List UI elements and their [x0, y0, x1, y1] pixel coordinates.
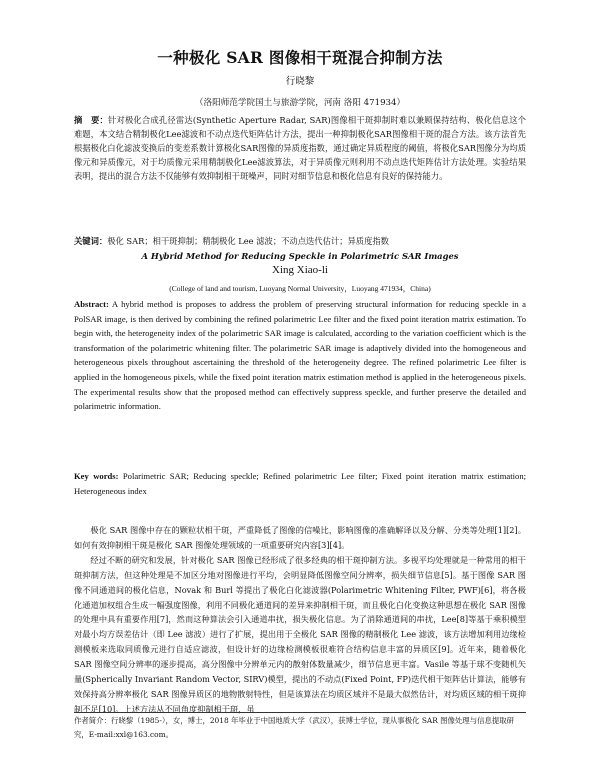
body-paragraph-1: 极化 SAR 图像中存在的颗粒状相干斑，严重降低了图像的信噪比，影响图像的准确解译以及分解、分类等处理[1][2]。如何有效抑制相干斑是极化 SAR 图像处理领域的一项重要研究内容[3][4]。: [74, 525, 526, 550]
paper-title-en: A Hybrid Method for Reducing Speckle in Polarimetric SAR Images: [141, 251, 459, 261]
abstract-en-text: A hybrid method is proposes to address the problem of preserving structural information for reducing speckle in a PolSAR image, is then derived by combining the refined polarimetric Lee filter and the fixed point iteration matrix estimation. To begin with, the heterogeneity index of the polarimetric SAR image is calculated, according to the variation coefficient which is the transformation of the polarimetric whitening filter. The polarimetric SAR image is adaptively divided into the homogeneous and heterogeneous pixels throughout ascertaining the threshold of the heterogeneity degree. The refined polarimetric Lee filter is applied in the homogeneous pixels, while the fixed point iteration matrix estimation method is applied in the heterogeneous pixels. The experimental results show that the proposed method can effectively suppress speckle, and further preserve the detailed and polarimetric information.: [74, 299, 526, 412]
author-affiliation-en: (College of land and tourism, Luoyang Normal University，Luoyang 471934，China): [169, 284, 431, 293]
abstract-cn: [74, 113, 526, 183]
author-name-en: Xing Xiao-li: [272, 264, 328, 276]
keywords-en: [74, 469, 526, 498]
abstract-cn-label: 摘 要：: [74, 115, 108, 125]
keywords-cn-text: 极化 SAR；相干斑抑制；精制极化 Lee 滤波；不动点迭代估计；异质度指数: [107, 236, 389, 246]
author-affiliation: （洛阳师范学院国土与旅游学院，河南 洛阳 471934）: [194, 98, 406, 108]
keywords-en-label: Key words:: [74, 471, 119, 481]
abstract-en-label: Abstract:: [74, 299, 109, 309]
keywords-cn-label: 关键词：: [74, 236, 108, 246]
footnote-divider: [74, 712, 526, 713]
keywords-cn: [74, 234, 526, 248]
abstract-cn-text: 针对极化合成孔径雷达(Synthetic Aperture Radar, SAR)图像相干斑抑制时难以兼顾保持结构、极化信息这个难题，本文结合精制极化Lee滤波和不动点迭代矩阵估计方法，提出一种抑制极化SAR图像相干斑的混合方法。该方法首先根据极化白化滤波变换后的变差系数计算极化SAR图像的异质度指数，通过确定异质程度的阈值，将极化SAR图像分为均质像元和异质像元，对于均质像元采用精制极化Lee滤波算法，对于异质像元则利用不动点迭代矩阵估计方法处理。实验结果表明，提出的混合方法不仅能够有效抑制相干斑噪声，同时对细节信息和极化信息有良好的保持能力。: [74, 115, 526, 181]
body-paragraph-2: 经过不断的研究和发展，针对极化 SAR 图像已经形成了很多经典的相干斑抑制方法。多视平均处理就是一种常用的相干斑抑制方法，但这种处理是不加区分地对图像进行平均，会明显降低图像空间分辨率，损失细节信息[5]。基于图像 SAR 图像不同通道间的极化信息，Novak 和 Burl 等提出了极化白化滤波器(Polarimetric Whitening Filter, PWF)[6]，将各极化通道加权组合生成一幅强度图像，利用不同极化通道间的差异来抑制相干斑，而且极化白化变换这种思想在极化 SAR 图像的处理中具有重要作用[7]，然而这种算法会引入通道串扰，损失极化信息。为了消除通道间的串扰，Lee[8]等基于乘积模型对最小均方误差估计（即 Lee 滤波）进行了扩展，提出用于全极化 SAR 图像的精制极化 Lee 滤波，该方法增加利用边缘检测模板来选取同质像元进行自适应滤波，但设计好的边缘检测模板很难符合结构信息丰富的异质区[9]。近年来，随着极化 SAR 图像空间分辨率的逐步提高，高分图像中分辨单元内的散射体数量减少，细节信息更丰富。Vasile 等基于球不变随机矢量(Spherically Invariant Random Vector, SIRV)模型，提出的不动点(Fixed Point, FP)迭代相干矩阵估计算法，能够有效保持高分辨率极化 SAR 图像异质区的地物散射特性，但是该算法在均质区域并不是最大似然估计，对均质区域的相干斑抑制不足[10]。上述方法从不同角度抑制相干斑，虽: [74, 554, 526, 714]
author-footnote: 作者简介：行晓黎（1985-），女，博士，2018 年毕业于中国地质大学（武汉），获博士学位，现从事极化 SAR 图像处理与信息提取研究，E-mail:xxl@163.com。: [74, 716, 515, 739]
abstract-en: [74, 297, 526, 414]
body-text: [74, 523, 526, 717]
author-name: 行晓黎: [285, 76, 315, 87]
paper-title: 一种极化 SAR 图像相干斑混合抑制方法: [157, 48, 443, 67]
keywords-en-text: Polarimetric SAR; Reducing speckle; Refined polarimetric Lee filter; Fixed point iteration matrix estimation; Heterogeneous index: [74, 471, 526, 496]
